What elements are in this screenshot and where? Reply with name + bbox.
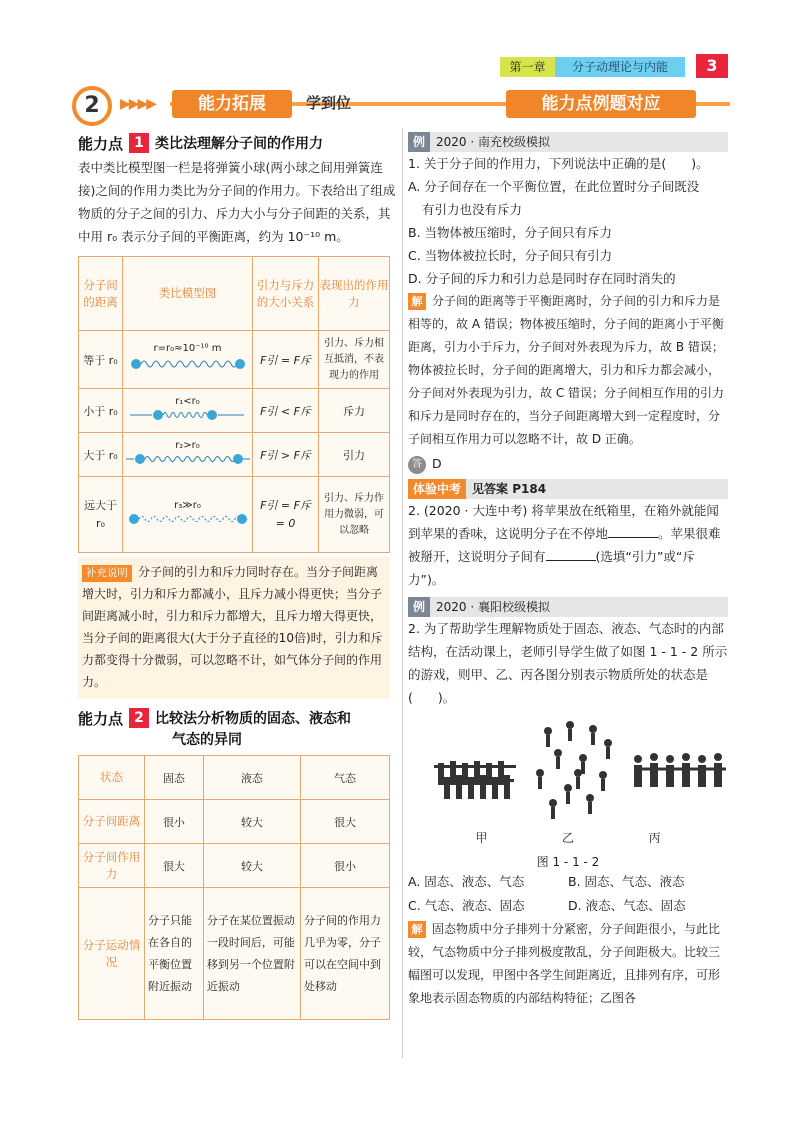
effect-cell: 引力、斥力作用力微弱，可以忽略	[319, 477, 390, 553]
example-1-bar	[408, 132, 728, 152]
relation-cell: F引 = F斥	[253, 331, 319, 389]
example-2-question: 2. 为了帮助学生理解物质处于固态、液态、气态时的内部结构，在活动课上，老师引导学生做了如图 1 - 1 - 2 所示的游戏，则甲、乙、丙各图分别表示物质所处的状态是( )。	[408, 621, 728, 705]
model-cell	[123, 331, 253, 389]
right-column	[408, 132, 728, 1010]
banner-left-tag: 能力拓展	[172, 90, 292, 118]
section-number: 2	[72, 86, 112, 126]
exam-question	[408, 499, 728, 591]
ability-label: 能力点	[78, 134, 124, 153]
effect-cell: 斥力	[319, 389, 390, 433]
force-table	[78, 256, 390, 553]
liquid-group	[536, 721, 612, 819]
table-cell: 很小	[145, 800, 204, 844]
figure-label: 甲	[475, 831, 488, 845]
effect-cell: 引力、斥力相互抵消，不表现力的作用	[319, 331, 390, 389]
model-label: r₂>r₀	[175, 439, 200, 451]
table-header: 固态	[145, 756, 204, 800]
ability-title: 类比法理解分子间的作用力	[155, 136, 324, 152]
model-cell	[123, 389, 253, 433]
banner-right-tag: 能力点例题对应	[506, 90, 696, 118]
exam-q-start: 2. (2020 · 大连中考) 将苹果放在纸箱里，在箱外就能闻到苹果的香味，这说明分子在不停地	[408, 503, 719, 541]
table-cell: 分子只能在各自的平衡位置附近振动	[145, 888, 204, 1020]
solution-text: 固态物质中分子排列十分紧密，分子间距很小，与此比较，气态物质中分子排列极度散乱，分子间距极大。比较三幅图可以发现，甲图中各学生间距离近，且排列有序，可形象地表示固态物质的内部结构特征；乙图各	[408, 922, 721, 1005]
table-header: 分子间的距离	[79, 257, 123, 331]
dist-cell: 大于 r₀	[79, 433, 123, 477]
table-cell: 较大	[203, 844, 300, 888]
exam-q-mid: 。苹果很难被掰开，这说明分子间有	[408, 526, 721, 564]
note-tag: 补充说明	[82, 565, 132, 582]
relation-cell: F引 > F斥	[253, 433, 319, 477]
example-source: 2020 · 襄阳校级模拟	[436, 600, 550, 614]
table-header: 表现出的作用力	[319, 257, 390, 331]
ability-number: 1	[129, 133, 149, 153]
people-states-illustration	[408, 713, 728, 825]
option-a-cont: 有引力也没有斥力	[422, 202, 523, 217]
spring-model-icon	[126, 511, 250, 527]
option-d: D. 液态、气态、固态	[568, 898, 686, 913]
row-header: 分子间作用力	[79, 844, 145, 888]
solid-group	[434, 761, 516, 799]
solution-text: 分子间的距离等于平衡距离时，分子间的引力和斥力是相等的，故 A 错误；物体被压缩时，分子间的距离小于平衡距离，引力小于斥力，分子间对外表现为斥力，故 B 错误；物体被拉长时，分子间的距离增大，引力和斥力都会减小，分子间对外表现为引力，故 C 错误；分子间相互作用的引力和斥力是同时存在的，当分子间距离增大到一定程度时，分子间相互作用力可以忽略不计，故 D 正确。	[408, 294, 725, 446]
dist-cell: 等于 r₀	[79, 331, 123, 389]
example-2-solution	[408, 918, 728, 1010]
model-label: r₃≫r₀	[174, 499, 201, 511]
option-b: B. 当物体被压缩时，分子间只有斥力	[408, 225, 613, 240]
answer-text: D	[432, 456, 442, 471]
figure-label: 丙	[648, 831, 661, 845]
option-c: C. 当物体被拉长时，分子间只有引力	[408, 248, 613, 263]
example-tag: 例	[408, 597, 430, 617]
ability-label: 能力点	[78, 709, 124, 728]
model-cell	[123, 477, 253, 553]
ability-title-line2: 气态的异同	[172, 732, 242, 748]
spring-model-icon	[126, 451, 250, 467]
example-source: 2020 · 南充校级模拟	[436, 135, 550, 149]
table-row	[79, 844, 390, 888]
model-label: r=r₀≈10⁻¹⁰ m	[153, 342, 222, 354]
exam-q-end: (选填“引力”或“斥力”)。	[408, 549, 695, 587]
example-1-answer	[408, 451, 728, 477]
option-d: D. 分子间的斥力和引力总是同时存在同时消失的	[408, 271, 676, 286]
option-b: B. 固态、气态、液态	[568, 874, 685, 889]
banner-left-sub: 学到位	[306, 94, 352, 112]
chapter-header	[500, 57, 728, 77]
option-a: A. 固态、液态、气态	[408, 874, 525, 889]
table-row	[79, 433, 390, 477]
table-row	[79, 389, 390, 433]
answer-blank[interactable]	[546, 547, 596, 561]
question-text: 1. 关于分子间的作用力，下列说法中正确的是( )。	[408, 156, 709, 171]
states-table	[78, 755, 390, 1020]
chapter-title: 分子动理论与内能	[555, 57, 685, 77]
table-cell: 很大	[145, 844, 204, 888]
model-cell	[123, 433, 253, 477]
example-1-solution	[408, 290, 728, 451]
exam-bar	[408, 479, 728, 499]
table-row	[79, 800, 390, 844]
relation-cell: F引 < F斥	[253, 389, 319, 433]
table-header: 类比模型图	[123, 257, 253, 331]
dist-cell: 小于 r₀	[79, 389, 123, 433]
note-text: 分子间的引力和斥力同时存在。当分子间距离增大时，引力和斥力都减小，且斥力减小得更快；当分子间距离减小时，引力和斥力都增大，且斥力增大得更快，当分子间的距离很大(大于分子直径的10倍)时，引力和斥力都变得十分微弱，可以忽略不计，如气体分子间的作用力。	[82, 565, 383, 689]
column-divider	[402, 128, 403, 1058]
figure-labels	[408, 829, 728, 846]
ability-1-paragraph: 表中类比模型图一栏是将弹簧小球(两小球之间用弹簧连接)之间的作用力类比为分子间的作用力。下表给出了组成物质的分子之间的引力、斥力大小与分子间距的关系，其中用 r₀ 表示分子间的平衡距离，约为 10⁻¹⁰ m。	[78, 160, 396, 244]
gas-group	[634, 753, 726, 787]
table-cell: 很大	[301, 800, 390, 844]
chapter-label: 第一章	[500, 57, 555, 77]
section-banner	[80, 90, 730, 122]
answer-blank[interactable]	[608, 524, 658, 538]
table-row	[79, 477, 390, 553]
figure-caption: 图 1 - 1 - 2	[536, 855, 600, 869]
page-number: 3	[696, 54, 728, 78]
states-figure	[408, 713, 728, 853]
solution-tag: 解	[408, 921, 426, 938]
exam-ref: 见答案 P184	[472, 482, 547, 496]
relation-cell: F引 = F斥 = 0	[253, 477, 319, 553]
table-cell: 较大	[203, 800, 300, 844]
solution-tag: 解	[408, 293, 426, 310]
spring-model-icon	[128, 407, 248, 423]
example-2-bar	[408, 597, 728, 617]
supplement-note	[78, 557, 390, 699]
effect-cell: 引力	[319, 433, 390, 477]
dist-cell: 远大于 r₀	[79, 477, 123, 553]
example-2-options	[408, 870, 728, 918]
table-header: 状态	[79, 756, 145, 800]
row-header: 分子间距离	[79, 800, 145, 844]
ability-2-heading	[78, 705, 396, 731]
table-cell: 分子在某位置振动一段时间后，可能移到另一个位置附近振动	[203, 888, 300, 1020]
table-cell: 很小	[301, 844, 390, 888]
table-row	[79, 331, 390, 389]
table-row	[79, 888, 390, 1020]
model-label: r₁<r₀	[175, 395, 200, 407]
table-cell: 分子间的作用力几乎为零，分子可以在空间中到处移动	[301, 888, 390, 1020]
answer-tag: 答	[408, 456, 426, 474]
figure-label: 乙	[561, 831, 574, 845]
option-c: C. 气态、液态、固态	[408, 898, 525, 913]
exam-tag: 体验中考	[408, 479, 466, 499]
ability-title: 比较法分析物质的固态、液态和	[155, 711, 352, 727]
left-column	[78, 130, 396, 1020]
spring-model-icon	[128, 354, 248, 374]
table-header: 气态	[301, 756, 390, 800]
ability-number: 2	[129, 708, 149, 728]
row-header: 分子运动情况	[79, 888, 145, 1020]
table-header: 液态	[203, 756, 300, 800]
table-header: 引力与斥力的大小关系	[253, 257, 319, 331]
example-1-question	[408, 152, 728, 290]
arrow-icons: ▶▶▶▶	[120, 96, 156, 112]
ability-1-heading	[78, 130, 396, 156]
example-tag: 例	[408, 132, 430, 152]
option-a: A. 分子间存在一个平衡位置，在此位置时分子间既没	[408, 179, 700, 194]
